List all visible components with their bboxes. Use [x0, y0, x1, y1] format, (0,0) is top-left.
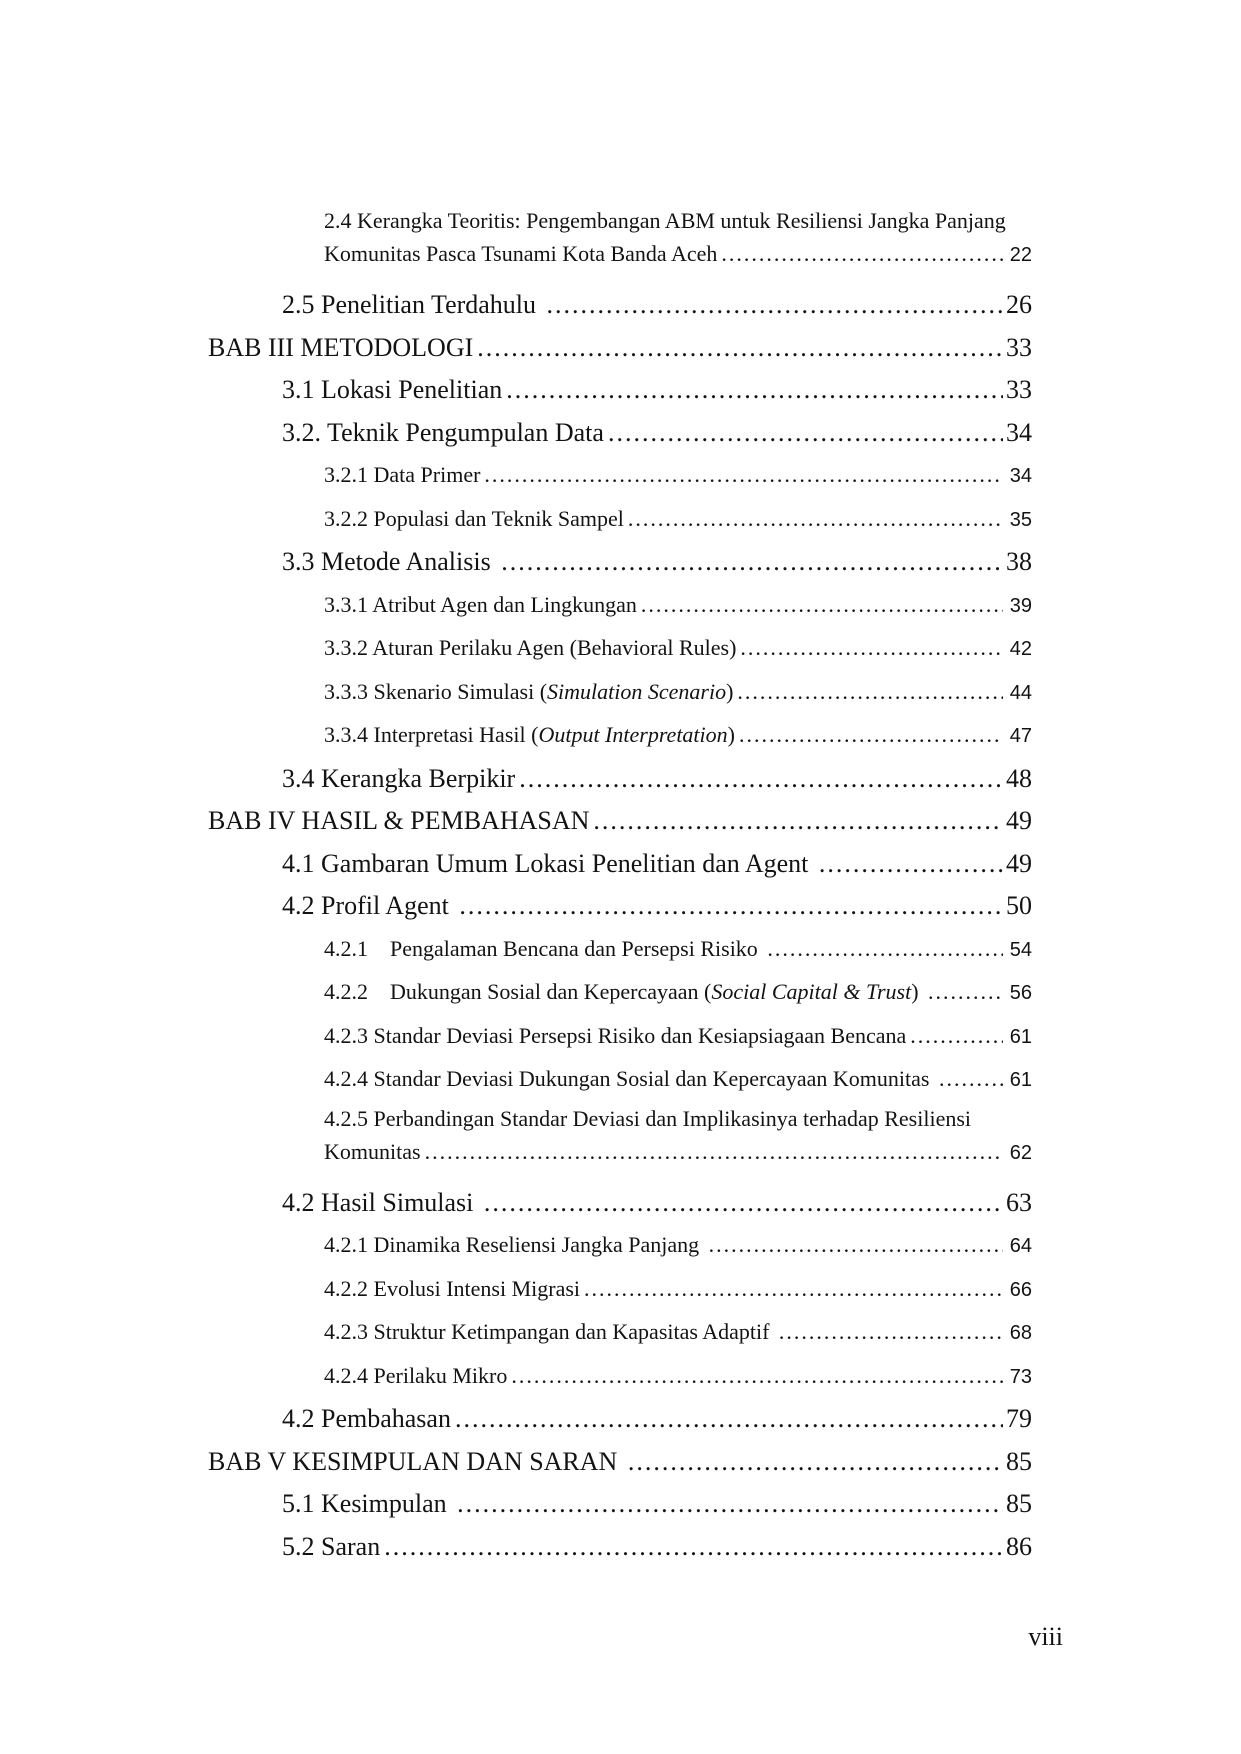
toc-page-number: 44	[1009, 681, 1032, 704]
toc-entry-label: 4.2 Profil Agent	[282, 891, 456, 920]
toc-page-number: 22	[1009, 244, 1032, 266]
toc-page-number: 38	[1006, 547, 1032, 576]
dot-leader	[608, 412, 1003, 455]
toc-page-number: 85	[1006, 1446, 1032, 1476]
toc-page-number: 26	[1006, 290, 1032, 319]
toc-page-number: 50	[1006, 891, 1032, 920]
toc-entry-label: 3.1 Lokasi Penelitian	[282, 375, 503, 404]
dot-leader	[484, 1182, 1003, 1225]
toc-entry-label: 3.3.4 Interpretasi Hasil (Output Interpretation)	[324, 722, 735, 747]
toc-page-number: 49	[1006, 806, 1032, 835]
toc-page-number: 34	[1006, 417, 1032, 447]
toc-entry-label: 2.4 Kerangka Teoritis: Pengembangan ABM untuk Resiliensi Jangka Panjang	[324, 208, 1006, 233]
toc-entry	[208, 1224, 1032, 1268]
toc-entry-label: 4.2.2 Evolusi Intensi Migrasi	[324, 1275, 581, 1301]
toc-page-number: 35	[1009, 508, 1032, 531]
toc-page-number: 79	[1006, 1404, 1032, 1433]
toc-page-number: 61	[1009, 1069, 1032, 1091]
toc-entry-label: 3.2.1 Data Primer	[324, 462, 481, 487]
toc-entry-label: 4.2.1 Pengalaman Bencana dan Persepsi Risiko	[324, 935, 764, 961]
dot-leader	[506, 369, 1003, 412]
dot-leader	[740, 627, 1002, 670]
toc-entry-label: 4.2.3 Standar Deviasi Persepsi Risiko dan Kesiapsiagaan Bencana	[324, 1022, 907, 1048]
toc-entry-label: 4.2.3 Struktur Ketimpangan dan Kapasitas Adaptif	[324, 1319, 775, 1344]
toc-entry	[208, 1441, 1032, 1484]
toc-page-number: 63	[1006, 1187, 1032, 1217]
dot-leader	[511, 1355, 1002, 1398]
toc-entry	[208, 1058, 1032, 1102]
toc-entry	[208, 498, 1032, 542]
toc-entry-label: 4.1 Gambaran Umum Lokasi Penelitian dan Agent	[282, 848, 815, 878]
dot-leader	[910, 1015, 1003, 1058]
toc-entry	[208, 928, 1032, 972]
toc-page-number: 49	[1006, 848, 1032, 878]
dot-leader	[628, 498, 1003, 541]
toc-entry	[208, 327, 1032, 370]
toc-entry	[208, 1355, 1032, 1399]
toc-entry-label: Komunitas	[324, 1138, 421, 1164]
dot-leader	[501, 541, 1003, 584]
toc-entry	[208, 584, 1032, 628]
dot-leader	[384, 1526, 1003, 1569]
toc-page-number: 54	[1009, 938, 1032, 961]
toc-entry	[208, 671, 1032, 715]
toc-entry	[208, 885, 1032, 928]
dot-leader	[709, 1224, 1003, 1267]
toc-entry-label: BAB V KESIMPULAN DAN SARAN	[208, 1446, 624, 1476]
dot-leader	[484, 454, 1002, 497]
toc-entry-label: 3.3 Metode Analisis	[282, 547, 498, 576]
toc-entry-label: 3.2. Teknik Pengumpulan Data	[282, 417, 604, 447]
dot-leader	[819, 843, 1003, 886]
dot-leader	[721, 237, 1002, 270]
dot-leader	[928, 971, 1003, 1014]
dot-leader	[519, 758, 1003, 801]
toc-entry-label: 3.2.2 Populasi dan Teknik Sampel	[324, 505, 624, 531]
toc-page-number: 48	[1006, 763, 1032, 793]
toc-entry	[208, 758, 1032, 801]
toc-entry-label: 4.2.4 Perilaku Mikro	[324, 1362, 508, 1388]
toc-entry-label: 3.3.1 Atribut Agen dan Lingkungan	[324, 591, 637, 617]
dot-leader	[584, 1268, 1003, 1311]
dot-leader	[457, 1483, 1003, 1526]
toc-page-number: 68	[1009, 1322, 1032, 1344]
toc-entry	[208, 541, 1032, 584]
toc-page-number: 86	[1006, 1531, 1032, 1561]
toc-page-number: 61	[1009, 1025, 1032, 1048]
toc-entry	[208, 1182, 1032, 1225]
toc-entry	[208, 627, 1032, 671]
toc-entry	[208, 284, 1032, 327]
toc-entry	[208, 454, 1032, 498]
dot-leader	[739, 714, 1003, 757]
toc-page-number: 66	[1009, 1278, 1032, 1301]
dot-leader	[593, 800, 1003, 843]
toc-page-number: 42	[1009, 638, 1032, 660]
toc-entry-label: BAB III METODOLOGI	[208, 332, 474, 362]
toc-entry	[208, 800, 1032, 843]
toc-entry-label: 5.1 Kesimpulan	[282, 1489, 454, 1518]
toc-entry-label: 4.2 Hasil Simulasi	[282, 1187, 480, 1217]
dot-leader	[547, 284, 1003, 327]
dot-leader	[628, 1441, 1003, 1484]
dot-leader	[459, 885, 1003, 928]
toc-page-number: 34	[1009, 465, 1032, 487]
toc-entry	[208, 1268, 1032, 1312]
toc-entry-label: 3.3.3 Skenario Simulasi (Simulation Scenario)	[324, 678, 734, 704]
toc-entry	[208, 1526, 1032, 1569]
toc-entry	[208, 369, 1032, 412]
toc-page-number: 39	[1009, 594, 1032, 617]
toc-page-number: 47	[1009, 725, 1032, 747]
toc-page-number: 56	[1009, 982, 1032, 1004]
dot-leader	[737, 671, 1002, 714]
toc-entry	[208, 714, 1032, 758]
toc-entry	[208, 1483, 1032, 1526]
toc-entry-label: 4.2 Pembahasan	[282, 1404, 451, 1433]
toc-entry	[208, 204, 1032, 272]
toc-entry-label: 4.2.4 Standar Deviasi Dukungan Sosial dan Kepercayaan Komunitas	[324, 1066, 935, 1091]
toc-entry-label: 2.5 Penelitian Terdahulu	[282, 290, 543, 319]
toc-entry-label: 3.3.2 Aturan Perilaku Agen (Behavioral Rules)	[324, 635, 737, 660]
toc-entry	[208, 843, 1032, 886]
dot-leader	[641, 584, 1003, 627]
toc-page-number: 33	[1006, 375, 1032, 404]
toc-entry	[208, 412, 1032, 455]
toc-page-number: 33	[1006, 332, 1032, 362]
toc-entry-label: BAB IV HASIL & PEMBAHASAN	[208, 806, 590, 835]
toc-entry-label: 5.2 Saran	[282, 1531, 381, 1561]
dot-leader	[939, 1058, 1003, 1101]
toc-entry-label: 4.2.1 Dinamika Reseliensi Jangka Panjang	[324, 1232, 705, 1257]
toc-page-number: 85	[1006, 1489, 1032, 1518]
toc-entry	[208, 1311, 1032, 1355]
toc-entry	[208, 1398, 1032, 1441]
toc-entry-label: 4.2.2 Dukungan Sosial dan Kepercayaan (Social Capital & Trust)	[324, 979, 925, 1004]
toc-page-number: 62	[1009, 1141, 1032, 1164]
dot-leader	[425, 1135, 1003, 1168]
toc-entry	[208, 971, 1032, 1015]
table-of-contents	[208, 204, 1032, 1568]
page-number-footer: viii	[1028, 1622, 1063, 1651]
dot-leader	[779, 1311, 1003, 1354]
toc-entry	[208, 1015, 1032, 1059]
toc-page-number: 64	[1009, 1235, 1032, 1257]
dot-leader	[767, 928, 1002, 971]
dot-leader	[477, 327, 1003, 370]
toc-page-number: 73	[1009, 1365, 1032, 1388]
toc-entry	[208, 1102, 1032, 1170]
toc-entry-label: Komunitas Pasca Tsunami Kota Banda Aceh	[324, 241, 718, 266]
toc-entry-label: 3.4 Kerangka Berpikir	[282, 763, 516, 793]
dot-leader	[455, 1398, 1003, 1441]
toc-entry-label: 4.2.5 Perbandingan Standar Deviasi dan Implikasinya terhadap Resiliensi	[324, 1105, 972, 1131]
